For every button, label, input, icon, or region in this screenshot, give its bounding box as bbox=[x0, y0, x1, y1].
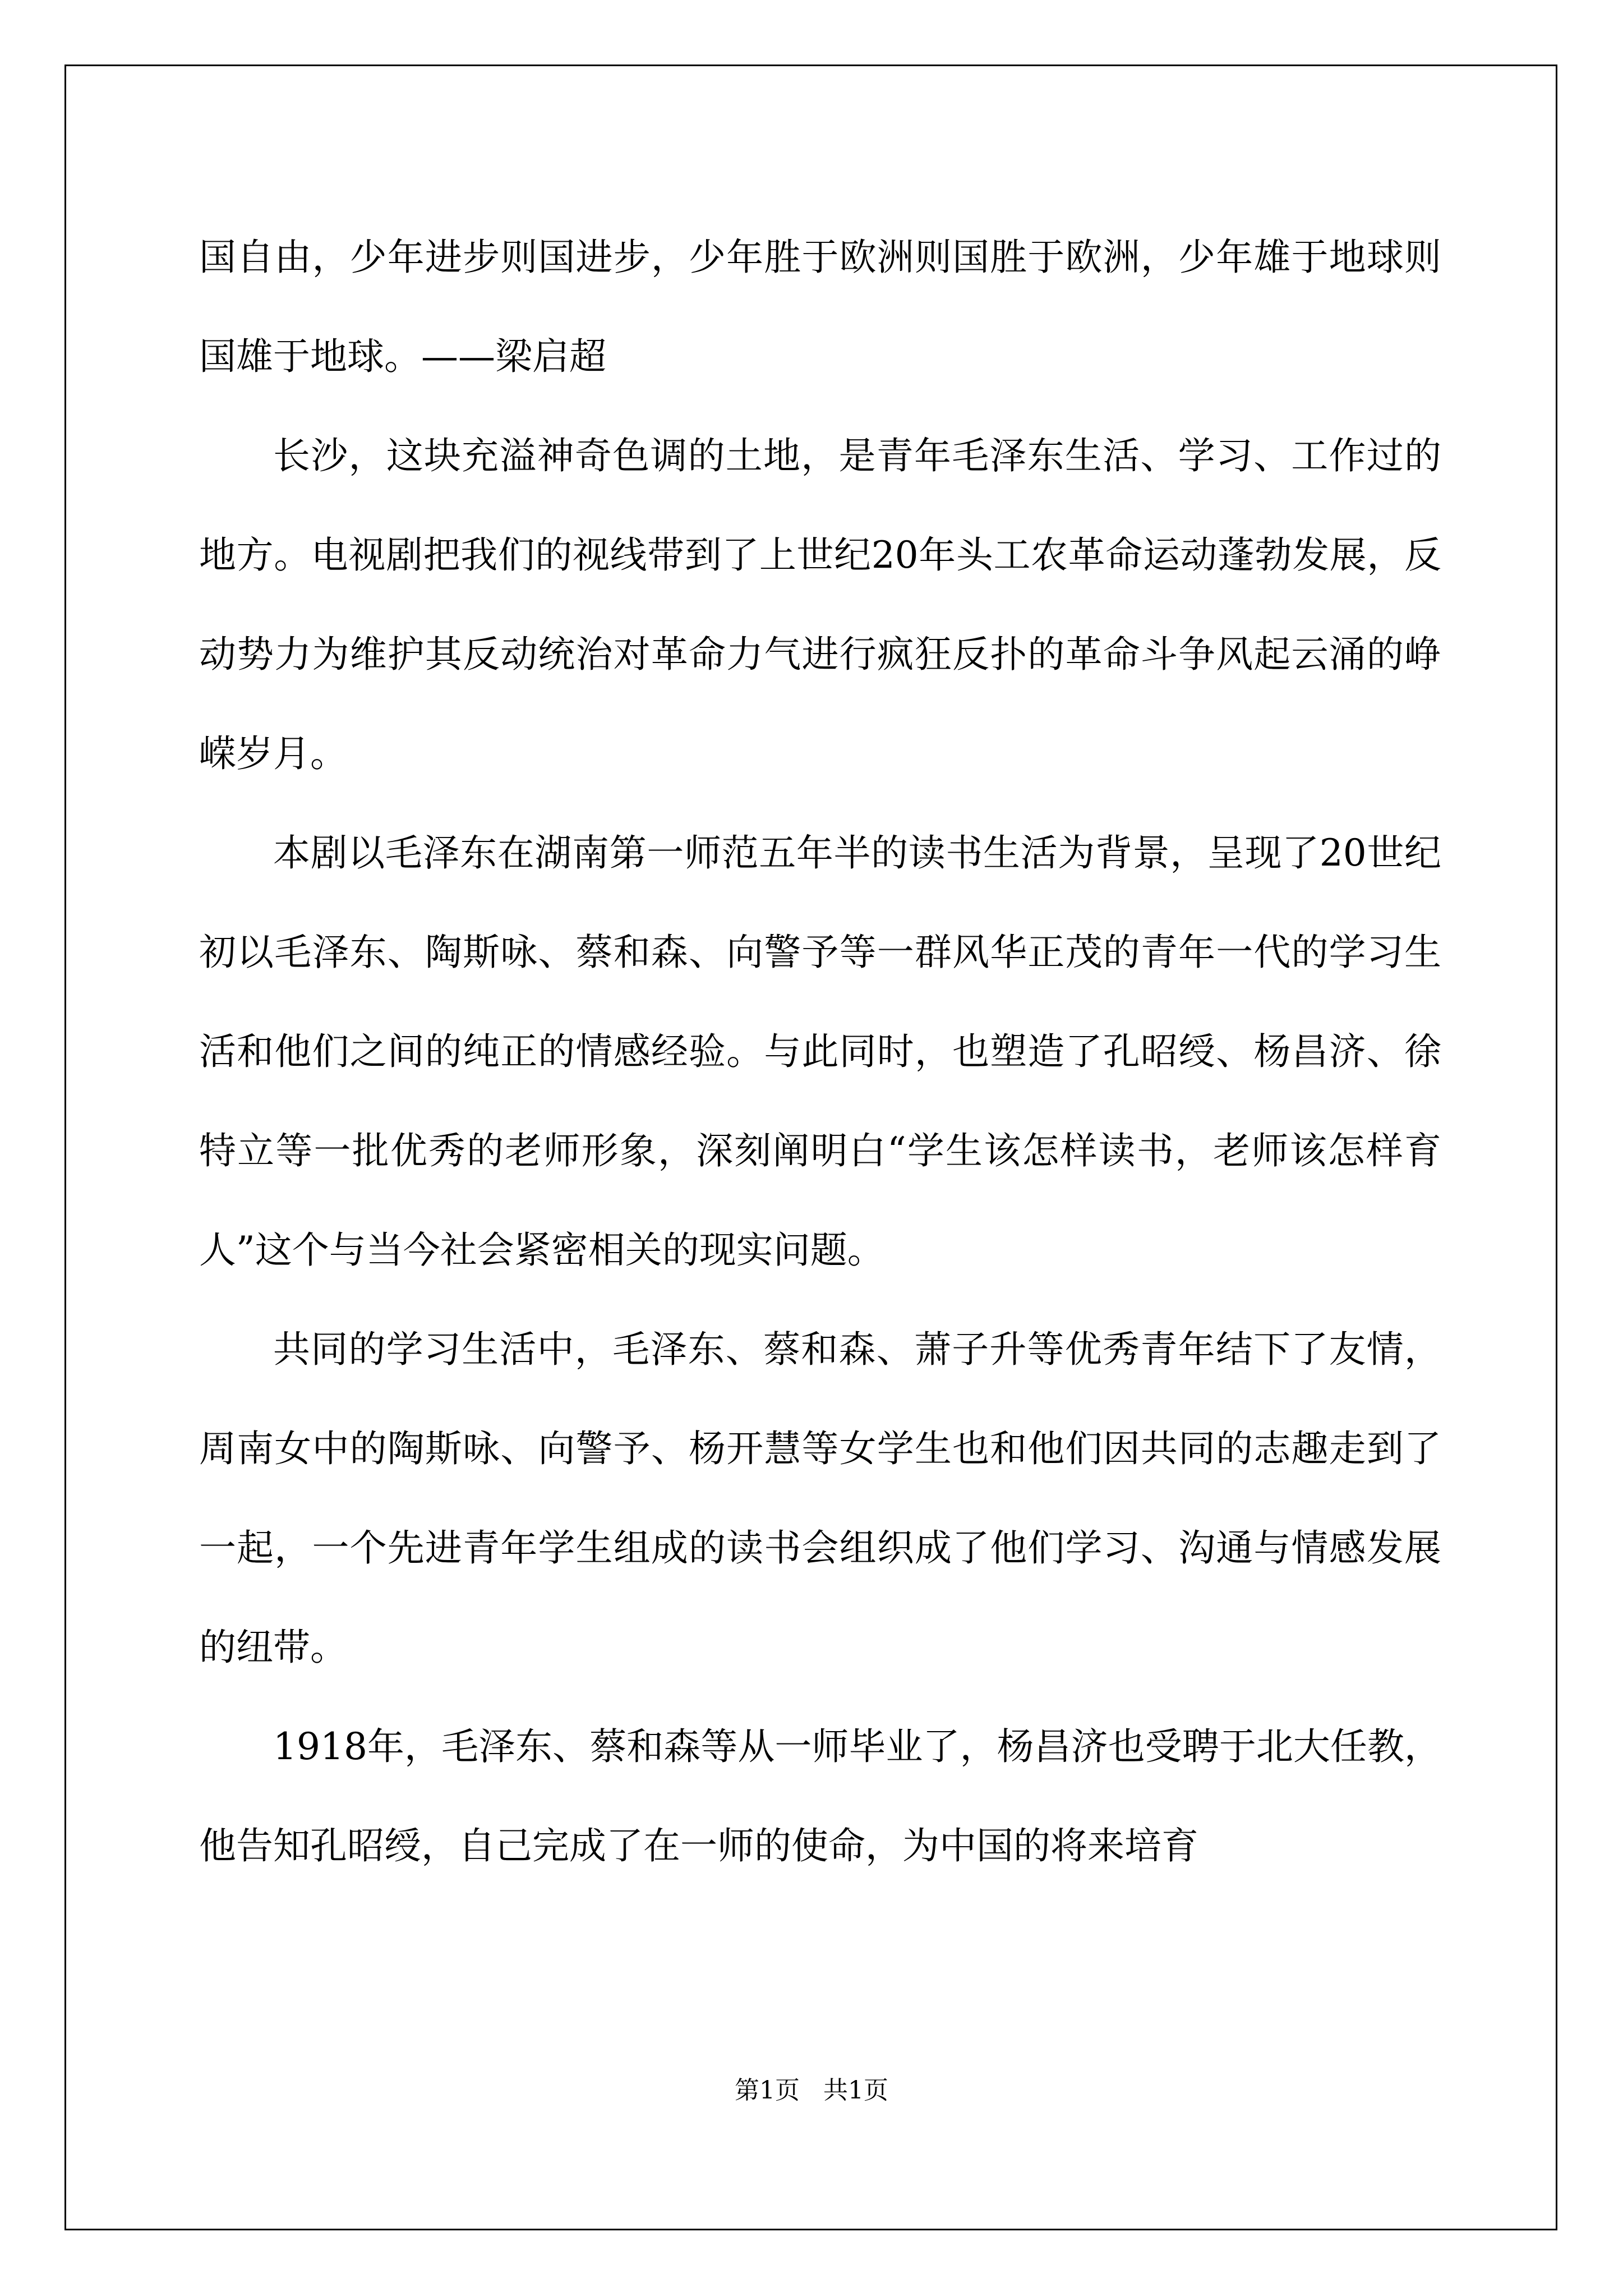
paragraph-3: 本剧以毛泽东在湖南第一师范五年半的读书生活为背景，呈现了20世纪初以毛泽东、陶斯咏、蔡和森、向警予等一群风华正茂的青年一代的学习生活和他们之间的纯正的情感经验。与此同时，也塑造了孔昭绶、杨昌济、徐特立等一批优秀的老师形象，深刻阐明白“学生该怎样读书，老师该怎样育人”这个与当今社会紧密相关的现实问题。 bbox=[199, 831, 1441, 1272]
page-footer: 第1页 共1页 bbox=[735, 2076, 888, 2105]
paragraph-4: 共同的学习生活中，毛泽东、蔡和森、萧子升等优秀青年结下了友情，周南女中的陶斯咏、向警予、杨开慧等女学生也和他们因共同的志趣走到了一起，一个先进青年学生组成的读书会组织成了他们学习、沟通与情感发展的纽带。 bbox=[199, 1328, 1441, 1669]
paragraph-1: 国自由，少年进步则国进步，少年胜于欧洲则国胜于欧洲，少年雄于地球则国雄于地球。——梁启超 bbox=[199, 236, 1441, 378]
paragraph-2: 长沙，这块充溢神奇色调的土地，是青年毛泽东生活、学习、工作过的地方。电视剧把我们的视线带到了上世纪20年头工农革命运动蓬勃发展，反动势力为维护其反动统治对革命力气进行疯狂反扑的革命斗争风起云涌的峥嵘岁月。 bbox=[199, 434, 1441, 775]
document-body bbox=[199, 208, 1441, 1895]
paragraph-5: 1918年，毛泽东、蔡和森等从一师毕业了，杨昌济也受聘于北大任教，他告知孔昭绶，自己完成了在一师的使命，为中国的将来培育 bbox=[199, 1725, 1441, 1867]
